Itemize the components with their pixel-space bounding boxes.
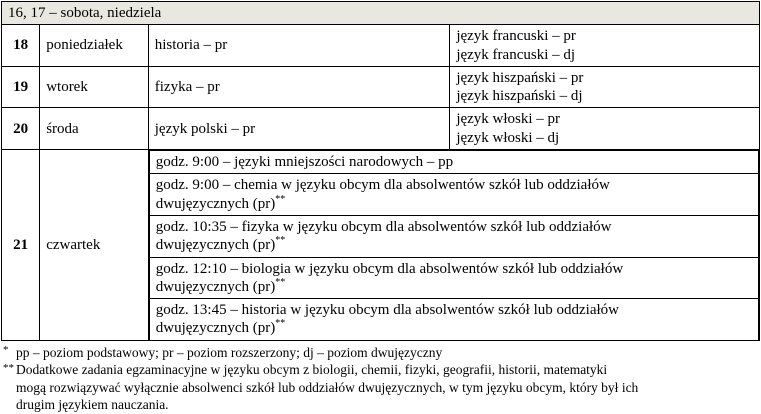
thursday-exam-list: [149, 150, 759, 340]
table-row: [2, 25, 760, 67]
entry-line-1: godz. 9:00 – chemia w języku obcym dla absolwentów szkół lub oddziałów: [155, 177, 610, 194]
extra-exam-line: język francuski – pr: [456, 28, 576, 45]
list-item: [149, 151, 758, 174]
row-day-name: środa: [40, 108, 149, 150]
list-item: [149, 215, 758, 257]
footnote-star-marker: *: [3, 343, 9, 356]
footnote-text-line-2: mogą rozwiązywać wyłącznie absolwenci szkół lub oddziałów dwujęzycznych, w tym języku obcym, który był ich: [16, 379, 639, 395]
row-extra-exams: [450, 108, 760, 150]
entry-line-2-text: dwujęzycznych (pr): [155, 320, 276, 337]
entry-line-2: [156, 278, 752, 296]
footnote-double-star: [3, 361, 759, 414]
footnotes-block: [3, 344, 759, 414]
extra-exam-line: język włoski – dj: [456, 129, 560, 146]
thursday-exam-entry: [149, 174, 758, 216]
list-item: [149, 257, 758, 299]
table-header-row: [2, 2, 760, 25]
footnote-marker: **: [275, 235, 286, 247]
row-main-exam: historia – pr: [148, 25, 450, 67]
row-day-number: 19: [2, 66, 40, 108]
row-extra-exams: [450, 25, 760, 67]
footnote-marker: **: [275, 276, 286, 288]
footnote-text-line-3: drugim językiem nauczania.: [16, 397, 169, 413]
entry-line-2-text: dwujęzycznych (pr): [155, 237, 276, 254]
row-main-exam: język polski – pr: [148, 108, 450, 150]
footnote-marker: **: [275, 193, 286, 205]
extra-exam-line: język włoski – pr: [456, 111, 561, 128]
footnote-marker: **: [275, 318, 286, 330]
thursday-exam-entry: [149, 151, 758, 174]
entry-line-1: godz. 10:35 – fizyka w języku obcym dla absolwentów szkół lub oddziałów: [155, 218, 612, 235]
exam-schedule-table: [1, 1, 760, 341]
extra-exam-line: język francuski – dj: [456, 46, 576, 63]
row-day-number: 21: [2, 150, 40, 341]
row-extra-exams: [450, 66, 760, 108]
table-row-thursday: [2, 150, 760, 341]
entry-line-2: [156, 195, 752, 213]
row-day-number: 20: [2, 108, 40, 150]
table-row: [2, 108, 760, 150]
footnote-single-star: [3, 344, 759, 362]
weekend-header-cell: 16, 17 – sobota, niedziela: [2, 2, 760, 25]
row-main-exam: fizyka – pr: [148, 66, 450, 108]
thursday-exam-list-cell: [148, 150, 759, 341]
row-day-number: 18: [2, 25, 40, 67]
entry-line-2: [156, 236, 752, 254]
row-day-name: czwartek: [40, 150, 149, 341]
list-item: [149, 299, 758, 340]
extra-exam-line: język hiszpański – pr: [456, 69, 584, 86]
entry-line-2: [156, 319, 752, 337]
footnote-text-line-1: Dodatkowe zadania egzaminacyjne w języku obcym z biologii, chemii, fizyki, geografii, historii, matematyki: [16, 362, 608, 378]
table-row: [2, 66, 760, 108]
thursday-exam-entry: [149, 299, 758, 340]
entry-line-1: godz. 9:00 – języki mniejszości narodowych – pp: [155, 154, 454, 171]
row-day-name: wtorek: [40, 66, 149, 108]
exam-schedule-page: [0, 1, 761, 413]
entry-line-2-text: dwujęzycznych (pr): [155, 278, 276, 295]
entry-line-1: godz. 12:10 – biologia w języku obcym dla absolwentów szkół lub oddziałów: [155, 260, 624, 277]
row-day-name: poniedziałek: [40, 25, 149, 67]
thursday-exam-entry: [149, 257, 758, 299]
entry-line-2-text: dwujęzycznych (pr): [155, 195, 276, 212]
list-item: [149, 174, 758, 216]
extra-exam-line: język hiszpański – dj: [456, 88, 583, 105]
entry-line-1: godz. 13:45 – historia w języku obcym dla absolwentów szkół lub oddziałów: [155, 302, 619, 319]
thursday-exam-entry: [149, 215, 758, 257]
footnote-star-marker: **: [3, 362, 14, 375]
footnote-text: pp – poziom podstawowy; pr – poziom rozszerzony; dj – poziom dwujęzyczny: [16, 344, 443, 360]
